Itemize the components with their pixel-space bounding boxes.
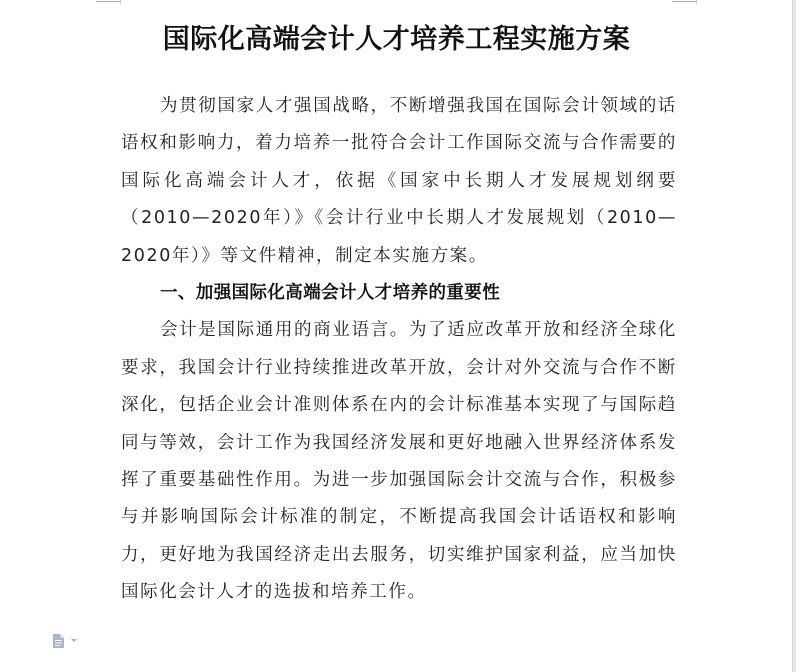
margin-corner-mark-left bbox=[96, 0, 124, 3]
paragraph-importance: 会计是国际通用的商业语言。为了适应改革开放和经济全球化要求，我国会计行业持续推进改革开放，会计对外交流与合作不断深化，包括企业会计准则体系在内的会计标准基本实现了与国际趋同与等效，会计工作为我国经济发展和更好地融入世界经济体系发挥了重要基础性作用。为进一步加强国际会计交流与合作，积极参与并影响国际会计标准的制定，不断提高我国会计话语权和影响力，更好地为我国经济走出去服务，切实维护国家利益，应当加快国际化会计人才的选拔和培养工作。 bbox=[121, 320, 677, 603]
window-edge-scrollbar bbox=[792, 0, 796, 672]
paragraph-intro: 为贯彻国家人才强国战略，不断增强我国在国际会计领域的话语权和影响力，着力培养一批符合会计工作国际交流与合作需要的国际化高端会计人才，依据《国家中长期人才发展规划纲要（2010—2020年）》《会计行业中长期人才发展规划（2010—2020年）》等文件精神，制定本实施方案。 bbox=[121, 96, 677, 266]
document-icon bbox=[53, 634, 64, 648]
paste-options-button[interactable] bbox=[53, 634, 83, 650]
margin-corner-mark-right bbox=[672, 0, 700, 3]
document-body[interactable] bbox=[121, 88, 677, 612]
corner-mark-line bbox=[96, 1, 120, 2]
corner-mark-line bbox=[672, 1, 696, 2]
corner-mark-tick bbox=[120, 0, 121, 4]
section-heading: 一、加强国际化高端会计人才培养的重要性 bbox=[160, 283, 501, 304]
corner-mark-tick bbox=[696, 0, 697, 4]
document-title: 国际化高端会计人才培养工程实施方案 bbox=[162, 24, 631, 56]
chevron-down-icon[interactable] bbox=[71, 639, 77, 642]
